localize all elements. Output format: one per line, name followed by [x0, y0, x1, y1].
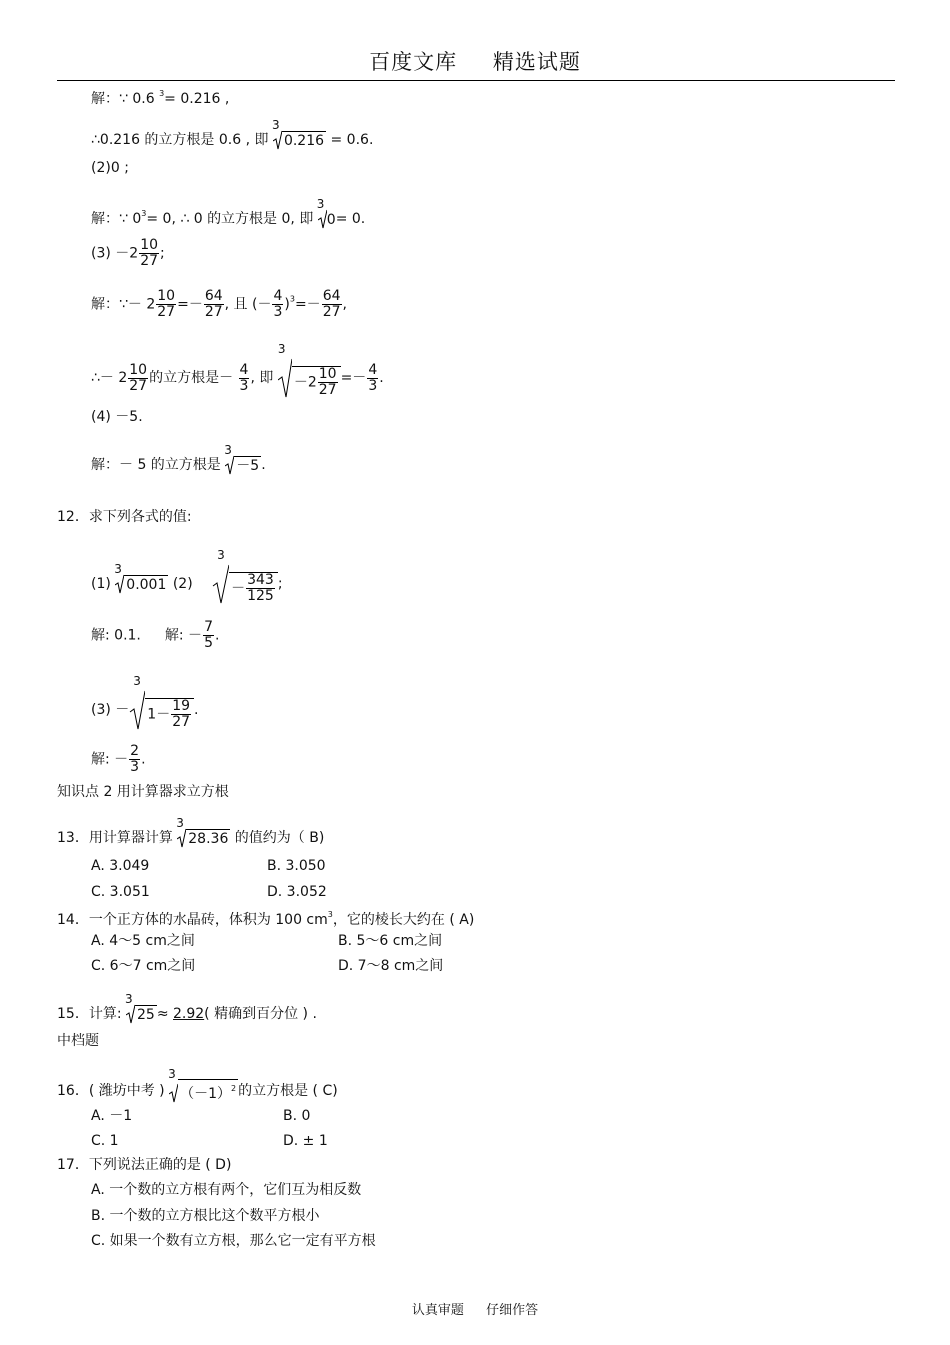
q17-option-b: B. 一个数的立方根比这个数平方根小 — [91, 1208, 320, 1224]
q13-stem: 13．用计算器计算 3 28.36 的值约为（ B) — [57, 816, 325, 847]
q11-answer1-line1: 解：∵ 0.6 $^3$= 0.216 , — [91, 89, 230, 107]
q11-answer1-line2: ∴0.216 的立方根是 0.6 , 即 3 0.216 = 0.6. — [91, 118, 374, 149]
fraction: $\frac{4}{3}$ — [273, 288, 283, 320]
header-right: 精选试题 — [492, 50, 581, 74]
q15-answer: 2.92 — [173, 1006, 205, 1022]
q11-answer3-line1: 解：∵－ 2 $\frac{10}{27}$ =－ $\frac{64}{27}$ , 且 (－ $\frac{4}{3}$ )$^3$=－ $\frac{64}{27}$ , — [91, 288, 347, 320]
q13-option-b: B. 3.050 — [267, 858, 326, 874]
q14-option-d: D. 7～8 cm之间 — [338, 958, 444, 974]
knowledge-point-heading: 知识点 2 用计算器求立方根 — [57, 784, 229, 800]
q12-stem: 12．求下列各式的值: — [57, 509, 192, 525]
cube-root: 3 1－ $\frac{19}{27}$ — [129, 690, 194, 730]
cube-root: 3 0.216 — [271, 118, 325, 149]
q11-part4: (4) －5. — [91, 409, 143, 425]
cube-root: 3 －5 — [224, 443, 260, 474]
fraction: $\frac{2}{3}$ — [130, 743, 140, 775]
fraction: $\frac{10}{27}$ — [318, 366, 337, 398]
cube-root: 3 0 — [316, 197, 336, 228]
q12-answers-1-2: 解: 0.1. 解: － $\frac{7}{5}$ . — [91, 619, 220, 651]
q16-option-d: D. ± 1 — [283, 1133, 328, 1149]
q17-option-c: C. 如果一个数有立方根，那么它一定有平方根 — [91, 1233, 376, 1249]
q14-option-a: A. 4～5 cm之间 — [91, 933, 195, 949]
fraction: $\frac{10}{27}$ — [140, 237, 159, 269]
section-heading: 中档题 — [57, 1033, 99, 1049]
cube-root: 3 28.36 — [176, 816, 229, 847]
q15-stem: 15．计算: 3 25 ≈ 2.92( 精确到百分位 ) . — [57, 992, 317, 1023]
q11-part2: (2)0 ; — [91, 160, 129, 176]
fraction: $\frac{19}{27}$ — [172, 698, 191, 730]
q11-answer2: 解：∵ $0^3= 0$, ∴ 0 的立方根是 0, 即 3 0 = 0. — [91, 197, 366, 228]
fraction: $\frac{10}{27}$ — [129, 361, 148, 394]
q13-option-d: D. 3.052 — [267, 884, 327, 900]
fraction: $\frac{64}{27}$ — [204, 288, 223, 320]
page-header — [0, 46, 950, 76]
q11-part3: (3) －2 $\frac{10}{27}$ ; — [91, 237, 165, 269]
cube-root: 3 0.001 — [114, 562, 167, 593]
q16-stem: 16．( 潍坊中考 ) 3 $(-1)^2$ 的立方根是 ( C) — [57, 1067, 338, 1102]
fraction: $\frac{4}{3}$ — [368, 361, 378, 394]
q14-option-c: C. 6～7 cm之间 — [91, 958, 196, 974]
footer-left: 认真审题 — [411, 1303, 464, 1318]
q13-option-a: A. 3.049 — [91, 858, 150, 874]
q13-option-c: C. 3.051 — [91, 884, 150, 900]
fraction: $\frac{64}{27}$ — [322, 288, 341, 320]
fraction: $\frac{7}{5}$ — [204, 619, 213, 651]
fraction: $\frac{10}{27}$ — [157, 288, 176, 320]
fraction: $\frac{4}{3}$ — [239, 361, 249, 394]
cube-root: 3 25 — [124, 992, 155, 1023]
q12-parts-1-2: (1) 3 0.001 (2) 3 － $\frac{343}{125}$ ; — [91, 548, 283, 604]
cube-root: 3 － $\frac{343}{125}$ — [211, 564, 278, 604]
cube-root: 3 $(-1)^2$ — [168, 1067, 237, 1102]
footer-right: 仔细作答 — [486, 1303, 539, 1318]
fraction: $\frac{343}{125}$ — [247, 572, 274, 604]
cube-root: 3 －2 $\frac{10}{27}$ — [278, 358, 341, 398]
q16-option-a: A. －1 — [91, 1108, 133, 1124]
q14-option-b: B. 5～6 cm之间 — [338, 933, 443, 949]
q12-part3: (3) － 3 1－ $\frac{19}{27}$ . — [91, 674, 199, 730]
header-left: 百度文库 — [369, 50, 458, 74]
header-rule — [57, 80, 895, 81]
q11-answer3-line2: ∴－ 2 $\frac{10}{27}$ 的立方根是－ $\frac{4}{3}$ , 即 3 －2 $\frac{10}{27}$ =－ $\frac{4}{3}$ . — [91, 342, 384, 398]
q14-stem: 14．一个正方体的水晶砖，体积为 100 $cm^3$，它的棱长大约在 ( A) — [57, 910, 475, 928]
q16-option-b: B. 0 — [283, 1108, 311, 1124]
q17-stem: 17．下列说法正确的是 ( D) — [57, 1157, 232, 1173]
q17-option-a: A. 一个数的立方根有两个，它们互为相反数 — [91, 1182, 362, 1198]
q11-answer4: 解：－ 5 的立方根是 3 －5 . — [91, 443, 266, 474]
q16-option-c: C. 1 — [91, 1133, 119, 1149]
q12-answer3: 解: － $\frac{2}{3}$ . — [91, 743, 146, 775]
page-footer — [0, 1299, 950, 1318]
